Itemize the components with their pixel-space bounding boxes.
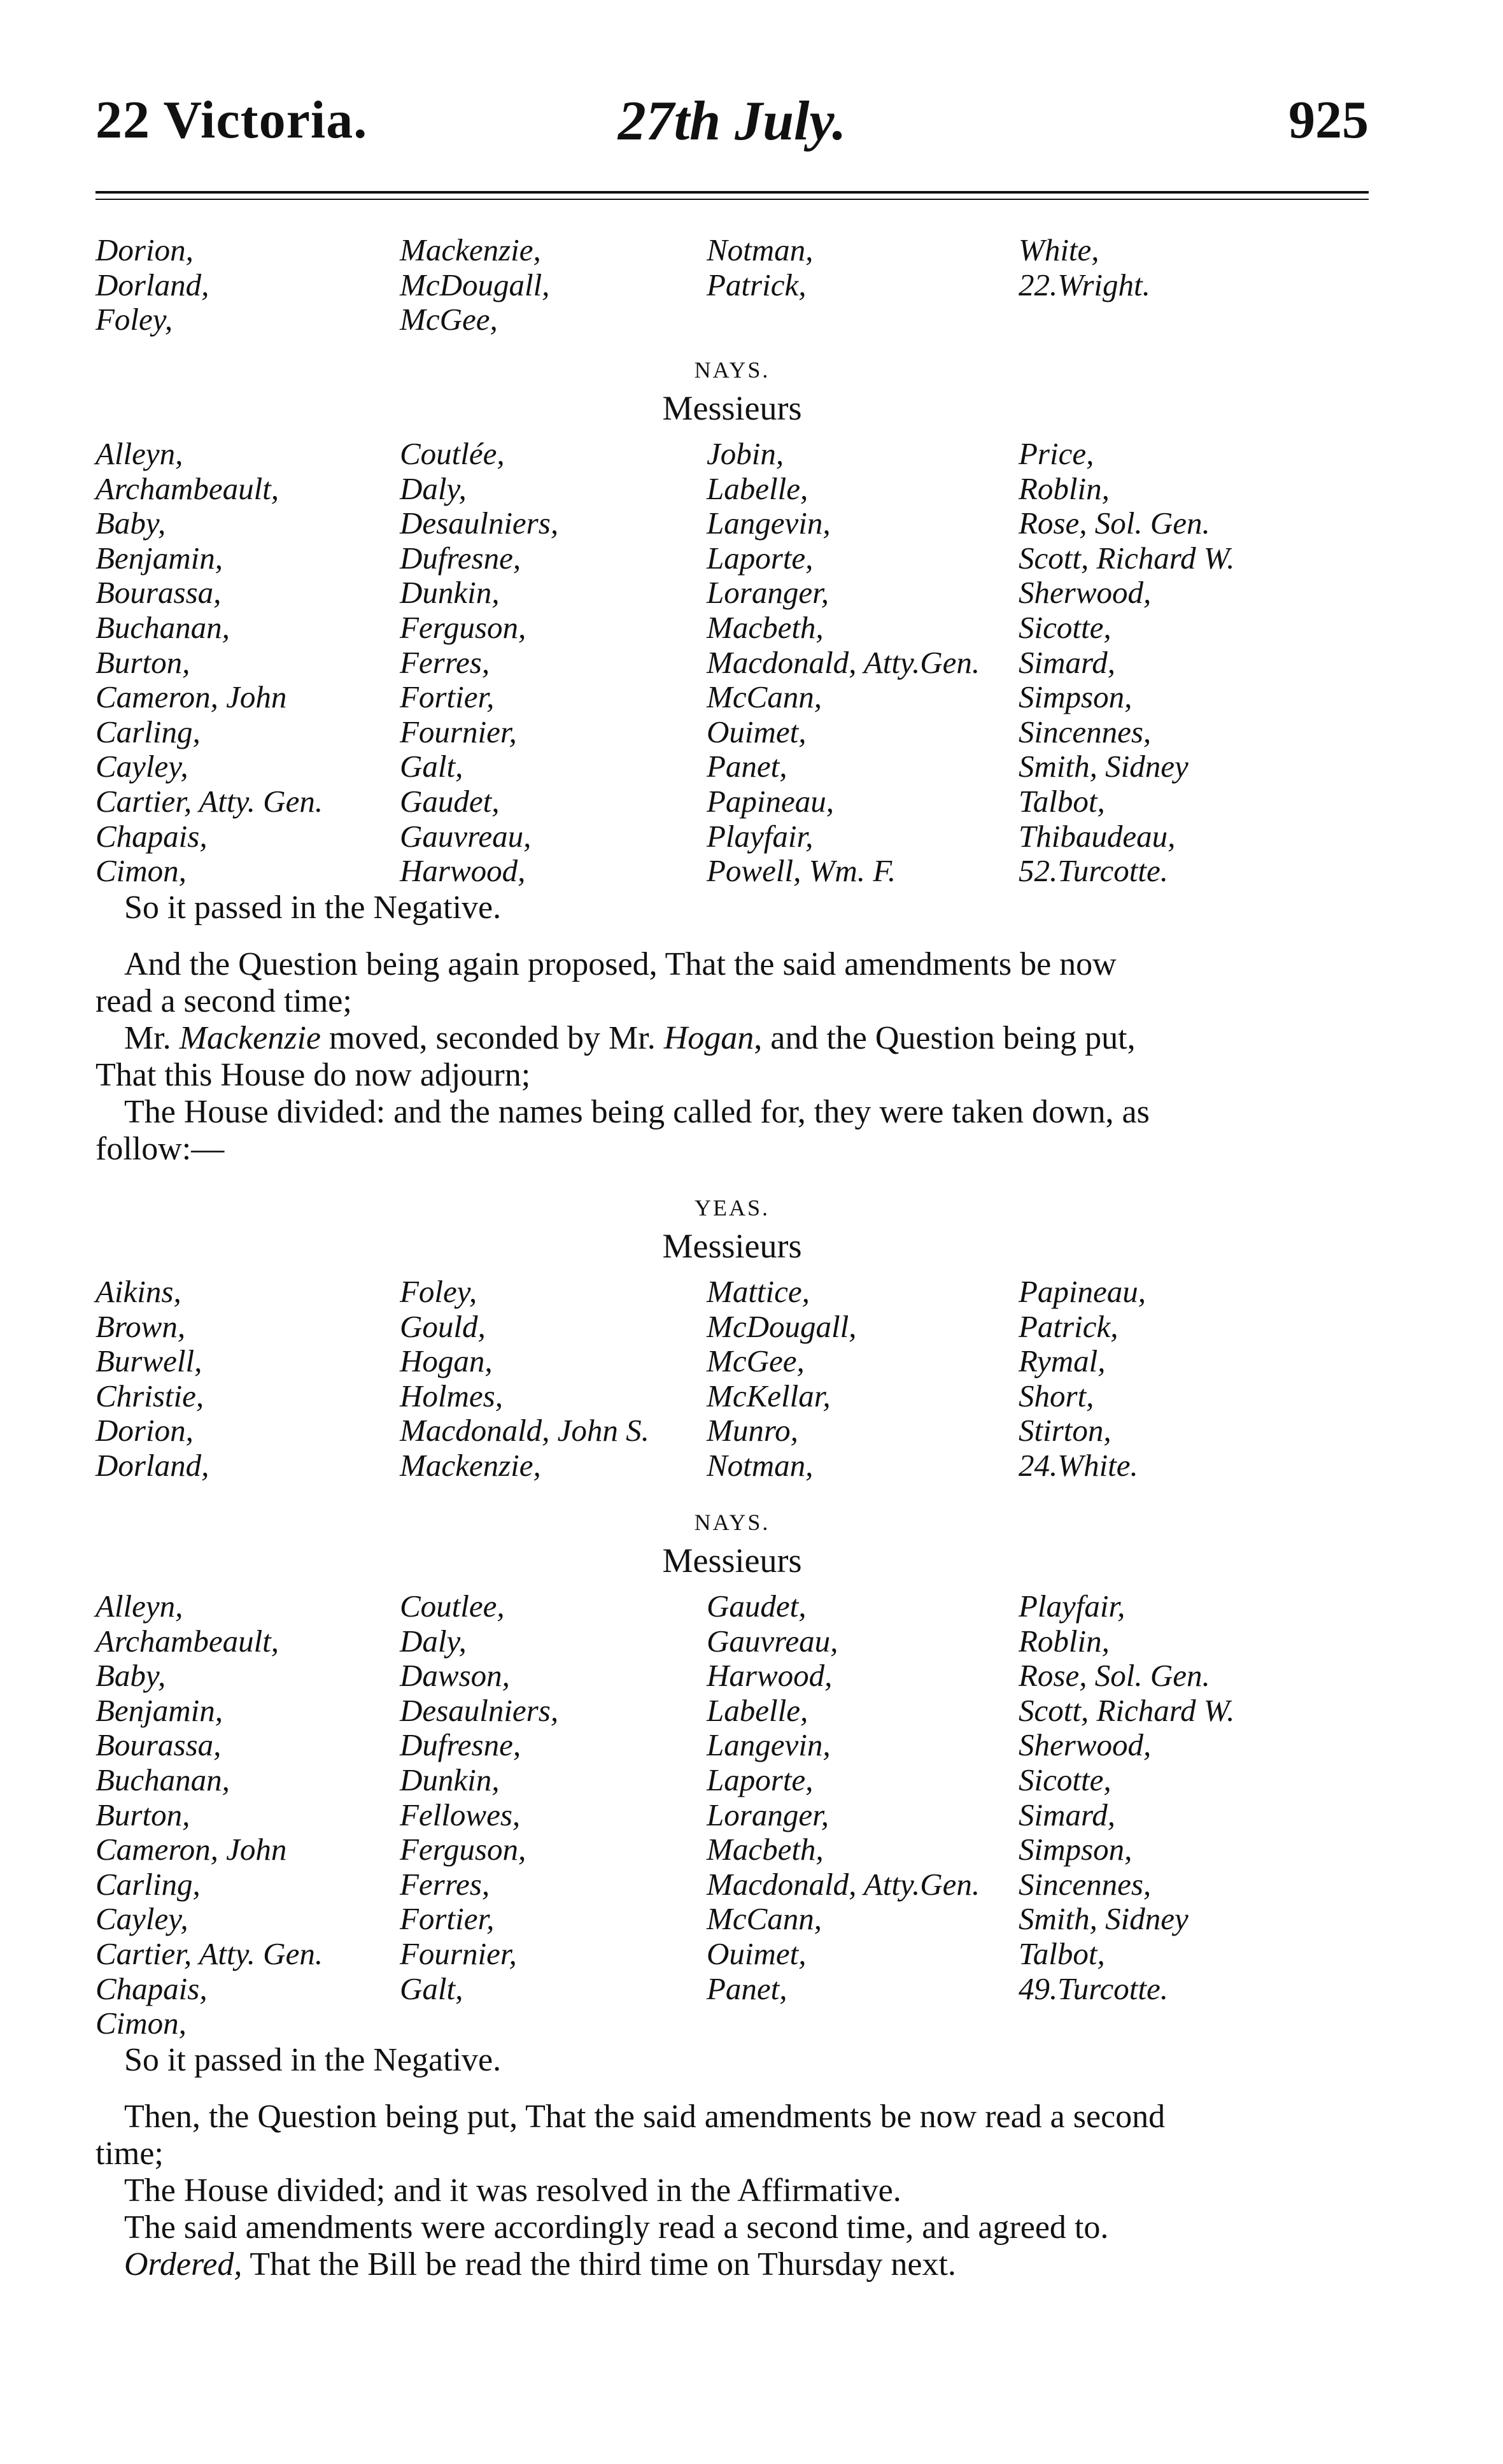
- member-name: Gould,: [400, 1308, 486, 1344]
- header-rule-thick: [95, 191, 1369, 194]
- member-name: McKellar,: [707, 1378, 831, 1413]
- name-row: [95, 541, 1369, 576]
- member-name: Desaulniers,: [400, 506, 559, 541]
- member-name: Scott, Richard W.: [1019, 1692, 1235, 1728]
- member-name: Simard,: [1019, 1797, 1116, 1832]
- session-title: 22 Victoria.: [95, 90, 368, 150]
- name-row: [95, 854, 1369, 889]
- member-name: Hogan,: [400, 1343, 493, 1379]
- member-name: Sherwood,: [1019, 1727, 1152, 1763]
- nays-heading: NAYS.: [694, 357, 770, 383]
- member-name: Roblin,: [1019, 471, 1110, 506]
- member-name: Smith, Sidney: [1019, 749, 1189, 784]
- member-name: Thibaudeau,: [1019, 818, 1176, 854]
- member-name: Fournier,: [400, 714, 517, 749]
- member-name: Desaulniers,: [400, 1692, 559, 1728]
- member-name: Macdonald, John S.: [400, 1413, 649, 1448]
- name-row: [95, 784, 1369, 819]
- member-name: Dawson,: [400, 1658, 510, 1694]
- member-name: Patrick,: [1019, 1308, 1118, 1344]
- member-name: Dorland,: [95, 1447, 209, 1483]
- para-line: Ordered, That the Bill be read the third time on Thursday next.: [124, 2246, 956, 2283]
- member-name: Brown,: [95, 1308, 186, 1344]
- name-row: [95, 819, 1369, 854]
- member-name: Coutlée,: [400, 436, 505, 471]
- date-title: 27th July.: [617, 90, 847, 152]
- member-name: Short,: [1019, 1378, 1094, 1413]
- member-name: Notman,: [707, 232, 814, 267]
- member-name: Labelle,: [707, 471, 808, 506]
- name-row: [95, 1589, 1369, 1624]
- member-name: Macdonald, Atty.Gen.: [707, 644, 980, 680]
- name-row: [95, 1413, 1369, 1448]
- member-name: Gauvreau,: [400, 818, 532, 854]
- name-row: [95, 1694, 1369, 1729]
- member-name: Cimon,: [95, 853, 187, 889]
- member-name: Cayley,: [95, 749, 188, 784]
- member-name: Talbot,: [1019, 783, 1105, 819]
- member-name: Burwell,: [95, 1343, 202, 1379]
- member-name: Cartier, Atty. Gen.: [95, 783, 323, 819]
- member-name: Chapais,: [95, 818, 208, 854]
- member-name: 52.Turcotte.: [1019, 853, 1169, 889]
- member-name: Rymal,: [1019, 1343, 1106, 1379]
- page-number: 925: [1288, 90, 1369, 150]
- para-line: follow:—: [95, 1131, 225, 1167]
- member-name: Galt,: [400, 1971, 463, 2006]
- member-name: Price,: [1019, 436, 1094, 471]
- member-name: Archambeault,: [95, 471, 279, 506]
- member-name: Dorland,: [95, 267, 209, 302]
- member-name: Daly,: [400, 471, 467, 506]
- member-name: Munro,: [707, 1413, 798, 1448]
- member-name: Alleyn,: [95, 1589, 183, 1624]
- member-name: White,: [1019, 232, 1099, 267]
- member-name: McGee,: [707, 1343, 805, 1379]
- para-line: Mr. Mackenzie moved, seconded by Mr. Hogan, and the Question being put,: [124, 1020, 1136, 1056]
- para-line: time;: [95, 2135, 164, 2172]
- member-name: Buchanan,: [95, 1762, 230, 1797]
- member-name: Macbeth,: [707, 609, 824, 645]
- division-result: So it passed in the Negative.: [124, 2042, 502, 2078]
- member-name: Sicotte,: [1019, 609, 1111, 645]
- member-name: Burton,: [95, 644, 190, 680]
- member-name: Sincennes,: [1019, 714, 1152, 749]
- member-name: Cameron, John: [95, 679, 287, 715]
- ordered-word: Ordered,: [124, 2246, 243, 2283]
- member-name: Bourassa,: [95, 575, 222, 611]
- member-name: Gaudet,: [400, 783, 500, 819]
- member-name: Mackenzie,: [400, 232, 541, 267]
- name-row: [95, 646, 1369, 681]
- member-name: Dufresne,: [400, 1727, 521, 1763]
- member-name: Stirton,: [1019, 1413, 1111, 1448]
- member-name: Playfair,: [1019, 1589, 1125, 1624]
- member-name: Langevin,: [707, 1727, 831, 1763]
- member-name: 24.White.: [1019, 1447, 1138, 1483]
- motion-paragraph: [95, 946, 1369, 1168]
- journal-page: [95, 0, 1369, 2464]
- member-name: McDougall,: [400, 267, 550, 302]
- member-name: Coutlee,: [400, 1589, 505, 1624]
- member-name: Loranger,: [707, 575, 829, 611]
- member-name: Dorion,: [95, 1413, 194, 1448]
- member-name: Panet,: [707, 749, 787, 784]
- name-row: [95, 1832, 1369, 1867]
- member-name: Ouimet,: [707, 714, 807, 749]
- name-row: [95, 1624, 1369, 1659]
- member-name: Fortier,: [400, 1901, 495, 1937]
- nays-list: [95, 437, 1369, 889]
- name-row: [95, 1902, 1369, 1937]
- division-result: So it passed in the Negative.: [124, 889, 502, 926]
- member-name: Papineau,: [707, 783, 835, 819]
- member-name: Ferres,: [400, 644, 490, 680]
- member-name: Cimon,: [95, 2006, 187, 2041]
- yeas-heading: YEAS.: [694, 1195, 770, 1221]
- member-name: Scott, Richard W.: [1019, 540, 1235, 576]
- name-row: [95, 576, 1369, 611]
- member-name: Macdonald, Atty.Gen.: [707, 1866, 980, 1902]
- para-line: Then, the Question being put, That the said amendments be now read a second: [124, 2099, 1166, 2135]
- messieurs-heading: Messieurs: [662, 389, 802, 427]
- member-name: Langevin,: [707, 506, 831, 541]
- member-name: Roblin,: [1019, 1623, 1110, 1659]
- member-name: Sicotte,: [1019, 1762, 1111, 1797]
- name-row: [95, 715, 1369, 750]
- member-name: Laporte,: [707, 1762, 814, 1797]
- member-name: Christie,: [95, 1378, 204, 1413]
- member-name: Patrick,: [707, 267, 807, 302]
- name-row: [95, 1659, 1369, 1694]
- name-row: [95, 1310, 1369, 1345]
- member-name: Carling,: [95, 1866, 201, 1902]
- member-name: Labelle,: [707, 1692, 808, 1728]
- name-row: [95, 233, 1369, 268]
- name-row: [95, 1379, 1369, 1414]
- member-name: Cayley,: [95, 1901, 188, 1937]
- name-row: [95, 268, 1369, 303]
- name-row: [95, 1344, 1369, 1379]
- para-line: read a second time;: [95, 983, 352, 1019]
- member-name: Benjamin,: [95, 540, 223, 576]
- name-row: [95, 437, 1369, 472]
- member-name: Fellowes,: [400, 1797, 521, 1832]
- member-name: Harwood,: [400, 853, 526, 889]
- para-line: That this House do now adjourn;: [95, 1057, 531, 1093]
- member-name: Ferres,: [400, 1866, 490, 1902]
- member-name: Carling,: [95, 714, 201, 749]
- member-name: Cartier, Atty. Gen.: [95, 1936, 323, 1971]
- member-name: Powell, Wm. F.: [707, 853, 896, 889]
- member-name: Gaudet,: [707, 1589, 807, 1624]
- member-name: McDougall,: [707, 1308, 857, 1344]
- member-name: Benjamin,: [95, 1692, 223, 1728]
- page-header: [95, 89, 1369, 159]
- yeas-list: [95, 1275, 1369, 1483]
- para-line: The said amendments were accordingly read a second time, and agreed to.: [124, 2209, 1109, 2246]
- name-row: [95, 1798, 1369, 1833]
- member-name: McGee,: [400, 302, 498, 337]
- name-row: [95, 1728, 1369, 1763]
- header-rule-thin: [95, 199, 1369, 200]
- member-name: 22.Wright.: [1019, 267, 1150, 302]
- member-name: Mackenzie,: [400, 1447, 541, 1483]
- para-line: The House divided: and the names being called for, they were taken down, as: [124, 1094, 1150, 1130]
- member-name: Holmes,: [400, 1378, 503, 1413]
- name-row: [95, 302, 1369, 337]
- member-name: Jobin,: [707, 436, 784, 471]
- name-row: [95, 1972, 1369, 2007]
- member-name: Dunkin,: [400, 1762, 500, 1797]
- member-name: Playfair,: [707, 818, 814, 854]
- member-name: Hogan: [663, 1020, 754, 1056]
- name-row: [95, 680, 1369, 715]
- member-name: Baby,: [95, 506, 166, 541]
- member-name: Panet,: [707, 1971, 787, 2006]
- member-name: Simpson,: [1019, 679, 1133, 715]
- yeas-list-continued: [95, 233, 1369, 337]
- nays-heading: NAYS.: [694, 1510, 770, 1535]
- member-name: Ferguson,: [400, 1832, 526, 1867]
- name-row: [95, 611, 1369, 646]
- name-row: [95, 2006, 1369, 2041]
- name-row: [95, 1937, 1369, 1972]
- resolution-paragraph: [95, 2099, 1369, 2283]
- messieurs-heading: Messieurs: [662, 1541, 802, 1580]
- member-name: Chapais,: [95, 1971, 208, 2006]
- para-line: The House divided; and it was resolved in the Affirmative.: [124, 2172, 901, 2209]
- member-name: Dorion,: [95, 232, 194, 267]
- member-name: Harwood,: [707, 1658, 833, 1694]
- name-row: [95, 506, 1369, 541]
- member-name: Archambeault,: [95, 1623, 279, 1659]
- member-name: Ferguson,: [400, 609, 526, 645]
- member-name: Rose, Sol. Gen.: [1019, 506, 1210, 541]
- member-name: Gauvreau,: [707, 1623, 838, 1659]
- member-name: Galt,: [400, 749, 463, 784]
- messieurs-heading: Messieurs: [662, 1227, 802, 1265]
- member-name: Laporte,: [707, 540, 814, 576]
- member-name: Dunkin,: [400, 575, 500, 611]
- member-name: Talbot,: [1019, 1936, 1105, 1971]
- name-row: [95, 1867, 1369, 1902]
- nays-list: [95, 1589, 1369, 2041]
- member-name: Mackenzie: [179, 1020, 321, 1056]
- member-name: Papineau,: [1019, 1274, 1147, 1309]
- name-row: [95, 749, 1369, 784]
- member-name: Buchanan,: [95, 609, 230, 645]
- para-line: And the Question being again proposed, That the said amendments be now: [124, 946, 1117, 982]
- member-name: Baby,: [95, 1658, 166, 1694]
- member-name: Ouimet,: [707, 1936, 807, 1971]
- member-name: 49.Turcotte.: [1019, 1971, 1169, 2006]
- member-name: Fortier,: [400, 679, 495, 715]
- name-row: [95, 472, 1369, 507]
- name-row: [95, 1763, 1369, 1798]
- member-name: Bourassa,: [95, 1727, 222, 1763]
- member-name: McCann,: [707, 679, 822, 715]
- member-name: Notman,: [707, 1447, 814, 1483]
- member-name: Daly,: [400, 1623, 467, 1659]
- member-name: Simpson,: [1019, 1832, 1133, 1867]
- member-name: Macbeth,: [707, 1832, 824, 1867]
- name-row: [95, 1275, 1369, 1310]
- member-name: Burton,: [95, 1797, 190, 1832]
- member-name: Aikins,: [95, 1274, 181, 1309]
- member-name: Foley,: [400, 1274, 477, 1309]
- member-name: Mattice,: [707, 1274, 810, 1309]
- member-name: Loranger,: [707, 1797, 829, 1832]
- member-name: Alleyn,: [95, 436, 183, 471]
- member-name: Fournier,: [400, 1936, 517, 1971]
- member-name: Smith, Sidney: [1019, 1901, 1189, 1937]
- member-name: Sherwood,: [1019, 575, 1152, 611]
- member-name: McCann,: [707, 1901, 822, 1937]
- member-name: Dufresne,: [400, 540, 521, 576]
- member-name: Cameron, John: [95, 1832, 287, 1867]
- member-name: Simard,: [1019, 644, 1116, 680]
- member-name: Sincennes,: [1019, 1866, 1152, 1902]
- member-name: Rose, Sol. Gen.: [1019, 1658, 1210, 1694]
- name-row: [95, 1448, 1369, 1483]
- member-name: Foley,: [95, 302, 173, 337]
